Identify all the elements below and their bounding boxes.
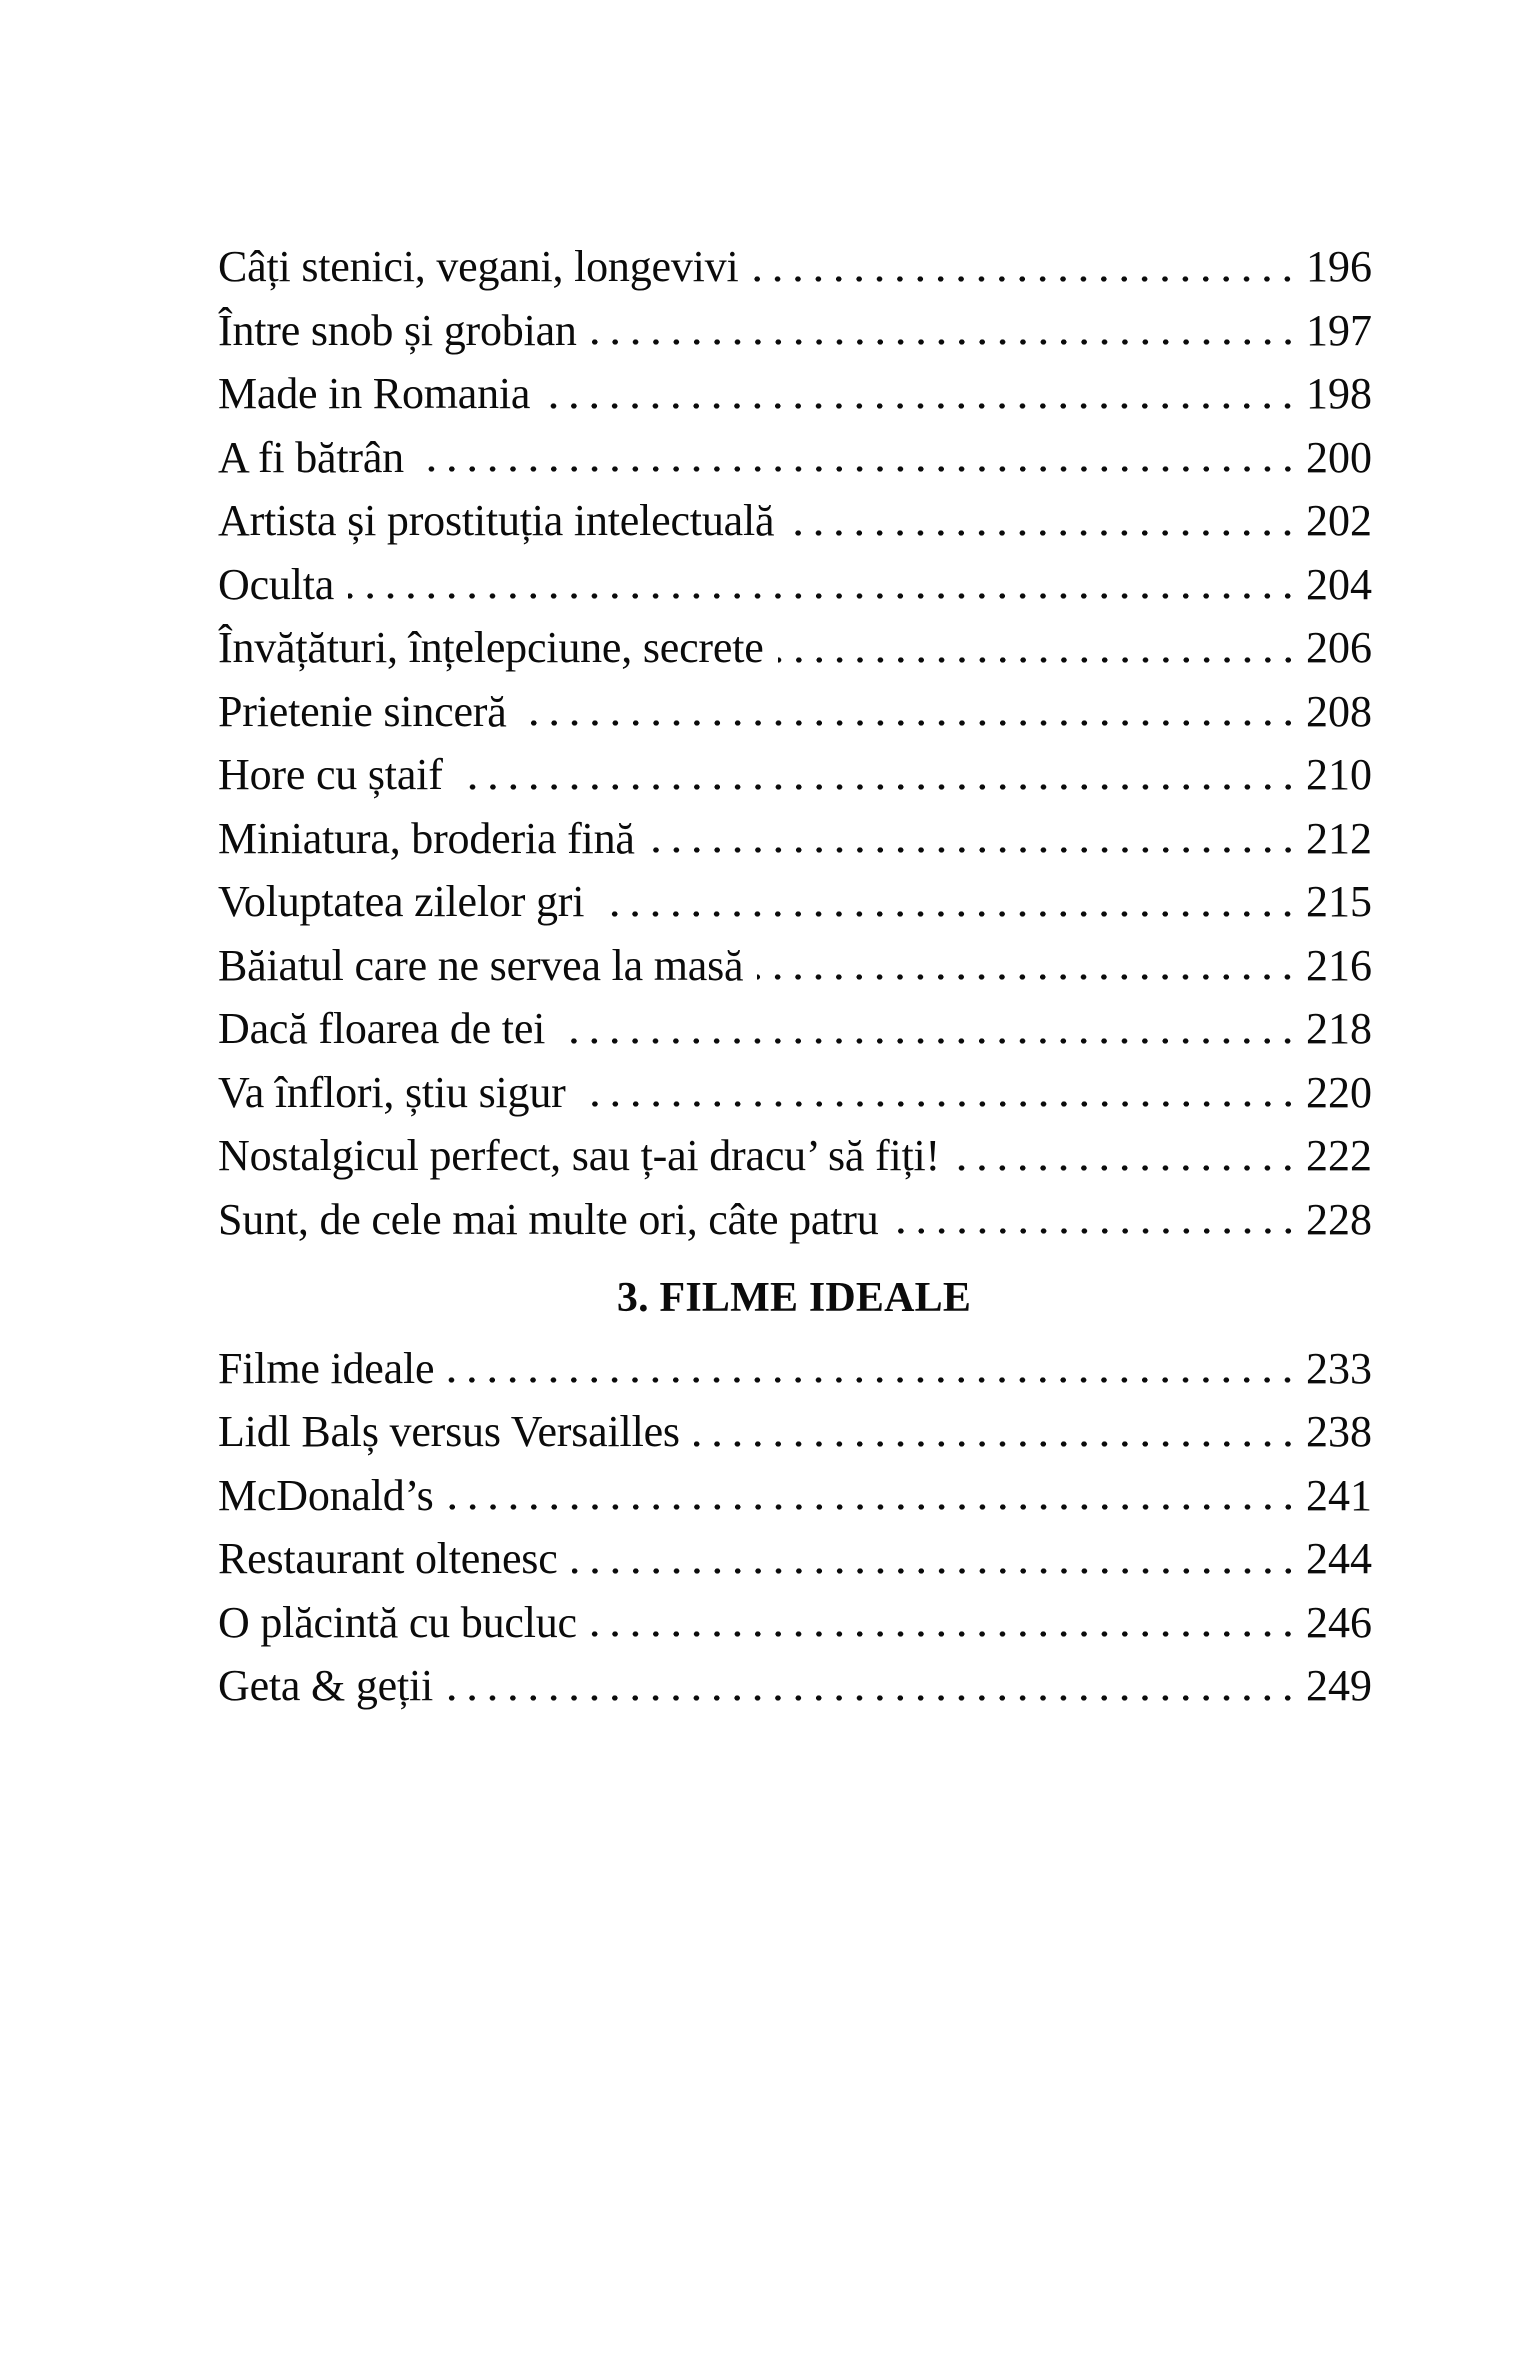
- toc-entry-title: Sunt, de cele mai multe ori, câte patru: [218, 1194, 879, 1244]
- toc-entry-page: 222: [1306, 1131, 1372, 1180]
- section-heading: 3. FILME IDEALE: [616, 1275, 972, 1321]
- dot-leader: [893, 1227, 1298, 1235]
- toc-entry: [218, 807, 1370, 871]
- toc-entry-page: 197: [1306, 305, 1372, 355]
- toc-entry: [218, 870, 1370, 934]
- toc-entry-title: O plăcintă cu bucluc: [218, 1597, 577, 1647]
- toc-entry-page: 246: [1306, 1597, 1372, 1647]
- toc-entry-title: Oculta: [218, 559, 335, 609]
- toc-entry: [218, 616, 1370, 680]
- dot-leader: [591, 338, 1298, 346]
- toc-entry-page: 228: [1306, 1194, 1372, 1244]
- toc-entry: [218, 1188, 1370, 1252]
- table-of-contents: [218, 235, 1370, 1718]
- toc-entry-page: 238: [1306, 1407, 1372, 1456]
- toc-entry-page: 241: [1306, 1470, 1372, 1520]
- toc-entry-title: Câți stenici, vegani, longevivi: [218, 242, 739, 291]
- dot-leader: [457, 783, 1298, 791]
- dot-leader: [521, 719, 1298, 727]
- dot-leader: [788, 529, 1298, 537]
- dot-leader: [778, 656, 1298, 664]
- dot-leader: [752, 275, 1298, 283]
- toc-entry-title: Miniatura, broderia fină: [218, 813, 635, 863]
- toc-entry-title: Geta & geții: [218, 1661, 434, 1710]
- toc-entry-title: Filme ideale: [218, 1343, 435, 1393]
- toc-entry-page: 233: [1306, 1343, 1372, 1393]
- toc-entry: [218, 743, 1370, 807]
- dot-leader: [447, 1694, 1298, 1702]
- toc-entry-page: 200: [1306, 432, 1372, 482]
- toc-entry-title: Prietenie sinceră: [218, 686, 507, 736]
- toc-entry: [218, 934, 1370, 998]
- toc-entry-page: 208: [1306, 686, 1372, 736]
- dot-leader: [559, 1037, 1298, 1045]
- dot-leader: [954, 1164, 1298, 1172]
- toc-entry-page: 198: [1306, 369, 1372, 418]
- toc-entry-title: Nostalgicul perfect, sau ț-ai dracu’ să fiți!: [218, 1131, 940, 1180]
- toc-entry-title: Între snob și grobian: [218, 305, 577, 355]
- toc-entry-title: Made in Romania: [218, 369, 531, 418]
- toc-entry-title: Hore cu ștaif: [218, 750, 443, 799]
- toc-entry-title: Artista și prostituția intelectuală: [218, 496, 775, 545]
- dot-leader: [448, 1503, 1298, 1511]
- toc-entry: [218, 1654, 1370, 1718]
- dot-leader: [598, 910, 1298, 918]
- toc-entry-page: 196: [1306, 242, 1372, 291]
- toc-entry: [218, 680, 1370, 744]
- toc-entry: [218, 1124, 1370, 1188]
- toc-entry-title: Lidl Balș versus Versailles: [218, 1407, 680, 1456]
- toc-entry-page: 216: [1306, 940, 1372, 990]
- toc-entry-page: 218: [1306, 1004, 1372, 1053]
- dot-leader: [649, 846, 1298, 854]
- toc-entry: [218, 362, 1370, 426]
- dot-leader: [591, 1630, 1298, 1638]
- dot-leader: [694, 1440, 1298, 1448]
- toc-entry-page: 215: [1306, 877, 1372, 926]
- toc-entry-page: 204: [1306, 559, 1372, 609]
- dot-leader: [580, 1100, 1298, 1108]
- toc-entry-title: Învățături, înțelepciune, secrete: [218, 623, 764, 672]
- toc-entry-page: 212: [1306, 813, 1372, 863]
- dot-leader: [757, 973, 1298, 981]
- toc-entry: [218, 1527, 1370, 1591]
- toc-entry: [218, 1464, 1370, 1528]
- dot-leader: [418, 465, 1298, 473]
- toc-entry-title: Va înflori, știu sigur: [218, 1067, 566, 1117]
- toc-entry: [218, 1061, 1370, 1125]
- toc-entry-title: A fi bătrân: [218, 432, 404, 482]
- toc-entry-page: 244: [1306, 1534, 1372, 1583]
- toc-entry: [218, 1400, 1370, 1464]
- toc-entry-title: McDonald’s: [218, 1470, 434, 1520]
- toc-entry-page: 249: [1306, 1661, 1372, 1710]
- toc-entry: [218, 1591, 1370, 1655]
- dot-leader: [348, 592, 1298, 600]
- dot-leader: [448, 1376, 1298, 1384]
- toc-entry: [218, 553, 1370, 617]
- toc-entry: [218, 235, 1370, 299]
- toc-entry-title: Voluptatea zilelor gri: [218, 877, 585, 926]
- toc-entry-title: Băiatul care ne servea la masă: [218, 940, 744, 990]
- dot-leader: [572, 1567, 1298, 1575]
- toc-entry-page: 210: [1306, 750, 1372, 799]
- toc-entry: [218, 489, 1370, 553]
- toc-entry-page: 206: [1306, 623, 1372, 672]
- toc-entry-title: Dacă floarea de tei: [218, 1004, 546, 1053]
- toc-entry: [218, 426, 1370, 490]
- toc-entry: [218, 997, 1370, 1061]
- toc-entry-page: 202: [1306, 496, 1372, 545]
- dot-leader: [544, 402, 1298, 410]
- toc-entry: [218, 299, 1370, 363]
- toc-entry-page: 220: [1306, 1067, 1372, 1117]
- toc-entry-title: Restaurant oltenesc: [218, 1534, 558, 1583]
- toc-entry: [218, 1337, 1370, 1401]
